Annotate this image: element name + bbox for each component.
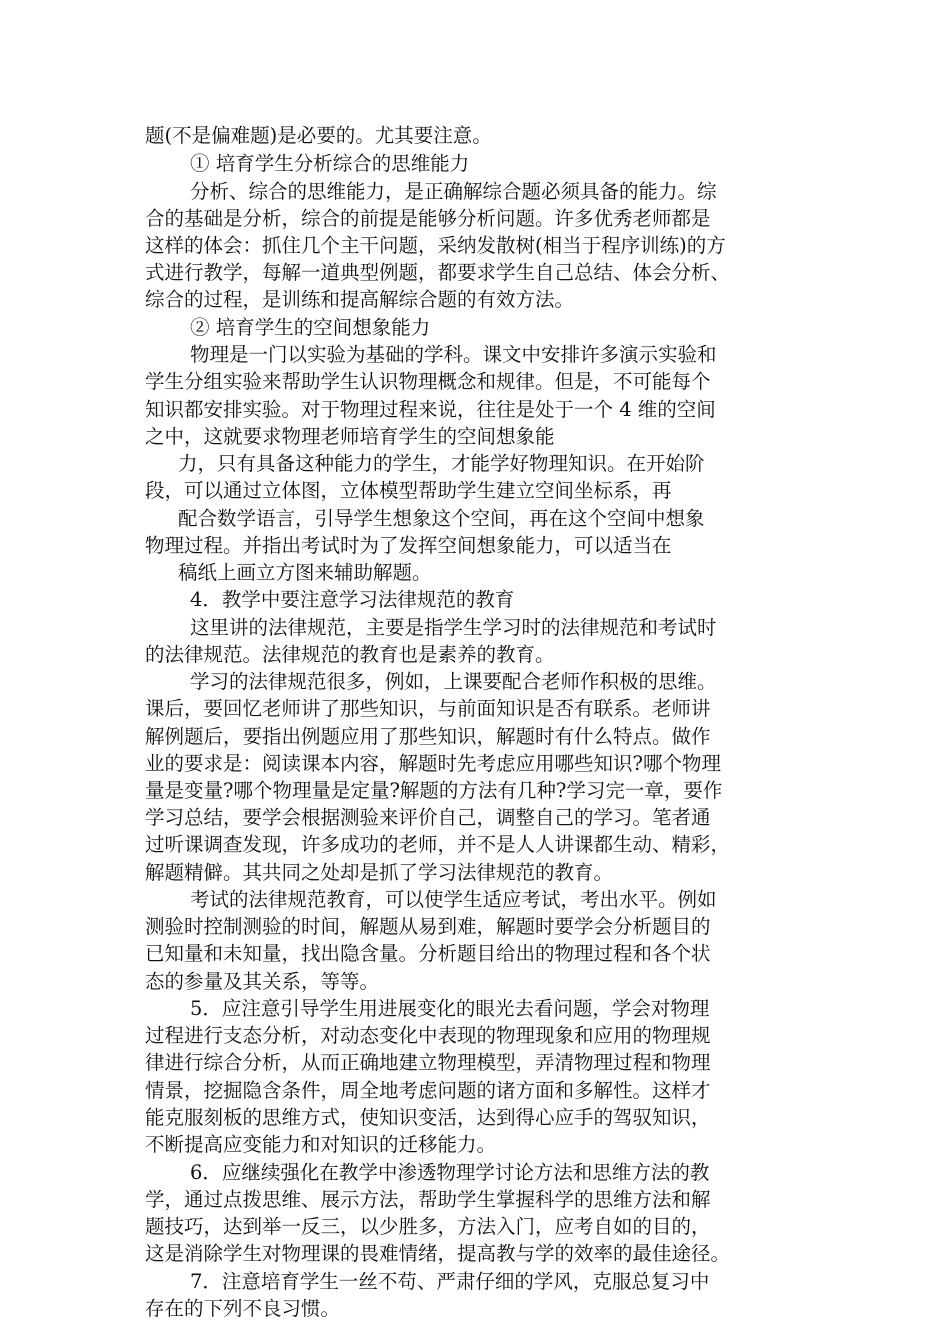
section-heading: 4．教学中要注意学习法律规范的教育: [190, 588, 515, 611]
text-line: 存在的下列不良习惯。: [145, 1297, 341, 1320]
text-line: 这样的体会：抓住几个主干问题，采纳发散树(相当于程序训练)的方: [145, 234, 726, 257]
text-line: 题技巧，达到举一反三，以少胜多，方法入门，应考自如的目的，: [145, 1215, 711, 1238]
text-line: 力，只有具备这种能力的学生，才能学好物理知识。在开始阶: [178, 452, 705, 475]
text-line: 式进行教学，每解一道典型例题，都要求学生自己总结、体会分析、: [145, 261, 731, 284]
text-line: 已知量和未知量，找出隐含量。分析题目给出的物理过程和各个状: [145, 942, 711, 965]
text-line: 量是变量?哪个物理量是定量?解题的方法有几种?学习完一章，要作: [145, 779, 723, 802]
text-line: 过听课调查发现，许多成功的老师，并不是人人讲课都生动、精彩，: [145, 833, 731, 856]
subsection-heading: ② 培育学生的空间想象能力: [190, 316, 431, 339]
text-line: 律进行综合分析，从而正确地建立物理模型，弄清物理过程和物理: [145, 1051, 711, 1074]
section-heading: 5．应注意引导学生用进展变化的眼光去看问题，学会对物理: [190, 997, 710, 1020]
text-line: 学生分组实验来帮助学生认识物理概念和规律。但是，不可能每个: [145, 370, 711, 393]
text-line: 态的参量及其关系，等等。: [145, 970, 380, 993]
text-line: 物理过程。并指出考试时为了发挥空间想象能力，可以适当在: [145, 534, 672, 557]
text-line: 这是消除学生对物理课的畏难情绪，提高教与学的效率的最佳途径。: [145, 1242, 731, 1265]
text-line: 业的要求是：阅读课本内容，解题时先考虑应用哪些知识?哪个物理: [145, 752, 721, 775]
text-line: 题(不是偏难题)是必要的。尤其要注意。: [145, 124, 492, 147]
text-line: 知识都安排实验。对于物理过程来说，往往是处于一个 4 维的空间: [145, 398, 716, 421]
text-line: 能克服刻板的思维方式，使知识变活，达到得心应手的驾驭知识，: [145, 1106, 711, 1129]
text-line: 配合数学语言，引导学生想象这个空间，再在这个空间中想象: [178, 507, 705, 530]
text-line: 不断提高应变能力和对知识的迁移能力。: [145, 1133, 497, 1156]
text-line: 考试的法律规范教育，可以使学生适应考试，考出水平。例如: [190, 888, 717, 911]
text-line: 过程进行支态分析，对动态变化中表现的物理现象和应用的物理规: [145, 1024, 711, 1047]
text-line: 段，可以通过立体图，立体模型帮助学生建立空间坐标系，再: [145, 479, 672, 502]
subsection-heading: ① 培育学生分析综合的思维能力: [190, 152, 470, 175]
text-line: 情景，挖掘隐含条件，周全地考虑问题的诸方面和多解性。这样才: [145, 1079, 711, 1102]
text-line: 学，通过点拨思维、展示方法，帮助学生掌握科学的思维方法和解: [145, 1188, 711, 1211]
text-line: 这里讲的法律规范，主要是指学生学习时的法律规范和考试时: [190, 616, 717, 639]
text-line: 之中，这就要求物理老师培育学生的空间想象能: [145, 425, 555, 448]
text-line: 稿纸上画立方图来辅助解题。: [178, 561, 432, 584]
section-heading: 6．应继续强化在教学中渗透物理学讨论方法和思维方法的教: [190, 1161, 710, 1184]
text-line: 学习的法律规范很多，例如，上课要配合老师作积极的思维。: [190, 670, 717, 693]
text-line: 解例题后，要指出例题应用了那些知识，解题时有什么特点。做作: [145, 725, 711, 748]
section-heading: 7．注意培育学生一丝不苟、严肃仔细的学风，克服总复习中: [190, 1270, 710, 1293]
text-line: 学习总结，要学会根据测验来评价自己，调整自己的学习。笔者通: [145, 806, 711, 829]
text-line: 测验时控制测验的时间，解题从易到难，解题时要学会分析题目的: [145, 915, 711, 938]
text-line: 的法律规范。法律规范的教育也是素养的教育。: [145, 643, 555, 666]
text-line: 解题精僻。其共同之处却是抓了学习法律规范的教育。: [145, 861, 614, 884]
text-line: 分析、综合的思维能力，是正确解综合题必须具备的能力。综: [190, 180, 717, 203]
text-line: 综合的过程，是训练和提高解综合题的有效方法。: [145, 288, 575, 311]
text-line: 课后，要回忆老师讲了那些知识，与前面知识是否有联系。老师讲: [145, 697, 711, 720]
text-line: 物理是一门以实验为基础的学科。课文中安排许多演示实验和: [190, 343, 717, 366]
text-line: 合的基础是分析，综合的前提是能够分析问题。许多优秀老师都是: [145, 207, 711, 230]
